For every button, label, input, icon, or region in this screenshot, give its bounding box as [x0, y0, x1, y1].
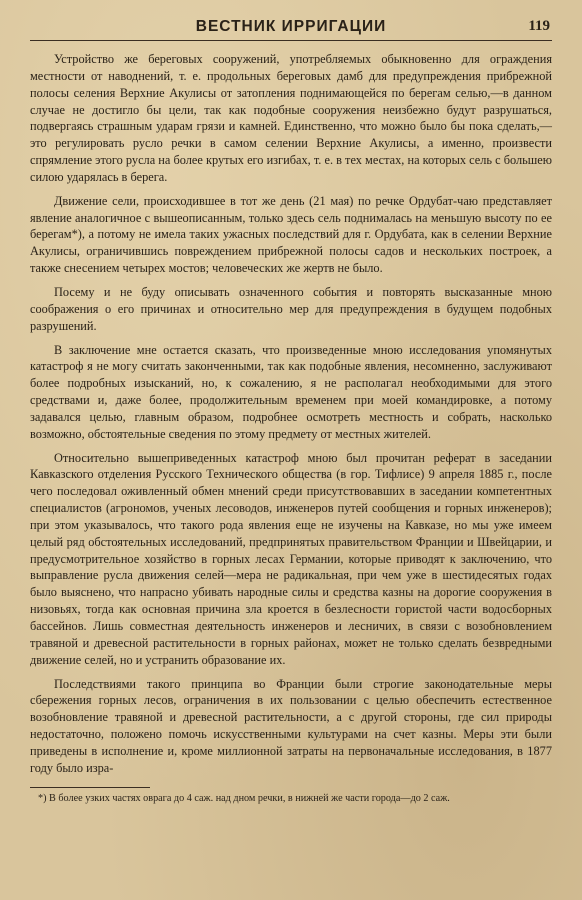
paragraph: Последствиями такого принципа во Франции были строгие законодательные меры сбережения горных лесов, ограничения в их пользовании с целью обеспечить естественное возобновление травяной и древесной растительности, а с другой стороны, где сил природы недостаточно, положено помочь искусственными культурами на счет казны. Меры эти были приведены в исполнение и, кроме миллионной затраты на первоначальные исследования, в 1877 году было изра-	[30, 676, 552, 775]
paragraph: Движение сели, происходившее в тот же день (21 мая) по речке Ордубат-чаю представляет явление аналогичное с вышеописанным, только здесь сель поднималась на меньшую высоту по ее берегам*), а потому не имела таких ужасных последствий для г. Ордубата, как в селении Верхние Акулисы, ограничившись повреждением прибрежной полосы садов и нескольких построек, а также снесением четырех мостов; человеческих же жертв не было.	[30, 193, 552, 276]
paragraph: В заключение мне остается сказать, что произведенные мною исследования упомянутых катастроф я не могу считать законченными, так как подобные явления, несомненно, заслуживают более подробных изысканий, но, к сожалению, я не располагал необходимыми для этого средствами и, даже более, продолжительным временем при моей командировке, а потому задавался целью, главным образом, подробнее осмотреть местность и собрать, насколько возможно, обстоятельные сведения по этому предмету от местных жителей.	[30, 342, 552, 441]
paragraph: Устройство же береговых сооружений, употребляемых обыкновенно для ограждения местности от наводнений, т. е. продольных береговых дамб для предупреждения прибрежной полосы селения Верхние Акулисы от затопления поднимающейся по берегам селью,—в данном случае не достигло бы цели, так как подобные сооружения неизбежно будут разрушаться, подвергаясь страшным ударам грязи и камней. Единственно, что можно было бы пока сделать,—это регулировать русло речки в самом селении Верхние Акулисы, а именно, произвести спрямление этого русла на более крутых его изгибах, т. е. в тех местах, на которых сель с большею силою ударялась в берега.	[30, 52, 552, 184]
page-header	[30, 14, 552, 41]
footnote: *) В более узких частях оврага до 4 саж. над дном речки, в нижней же части города—до 2 саж.	[38, 792, 450, 804]
footnote-divider	[30, 787, 150, 788]
paragraph: Посему и не буду описывать означенного события и повторять высказанные мною соображения о его причинах и относительно мер для предупреждения в будущем подобных разрушений.	[30, 284, 552, 333]
article-body	[30, 51, 552, 777]
page-number: 119	[528, 18, 550, 34]
journal-title: ВЕСТНИК ИРРИГАЦИИ	[195, 18, 387, 35]
paragraph: Относительно вышеприведенных катастроф мною был прочитан реферат в заседании Кавказского отделения Русского Технического общества (в гор. Тифлисе) 9 апреля 1885 г., после чего последовал оживленный обмен мнений среди присутствовавших в заседании компетентных специалистов (агрономов, ученых лесоводов, инженеров путей сообщения и горных инженеров); при этом указывалось, что такого рода явления еще не изучены на Кавказе, но мы уже имеем целый ряд обстоятельных исследований, предпринятых правительством Франции и Швейцарии, и предусмотрительное хозяйство в горных лесах Германии, которые приводят к заключению, что выправление русла движения селей—мера не радикальная, при чем уже в шестидесятых годах было выяснено, что напрасно убивать народные силы и средства казны на дорогие сооружения в низовьях, тогда как основная причина зла кроется в безлесности гористой части водосборных бассейнов. Лишь совместная деятельность инженеров и лесничих, в связи с возобновлением травяной и древесной растительности в горных районах, может не только сделать безвредными движение селей, но и устранить образование их.	[30, 450, 552, 667]
